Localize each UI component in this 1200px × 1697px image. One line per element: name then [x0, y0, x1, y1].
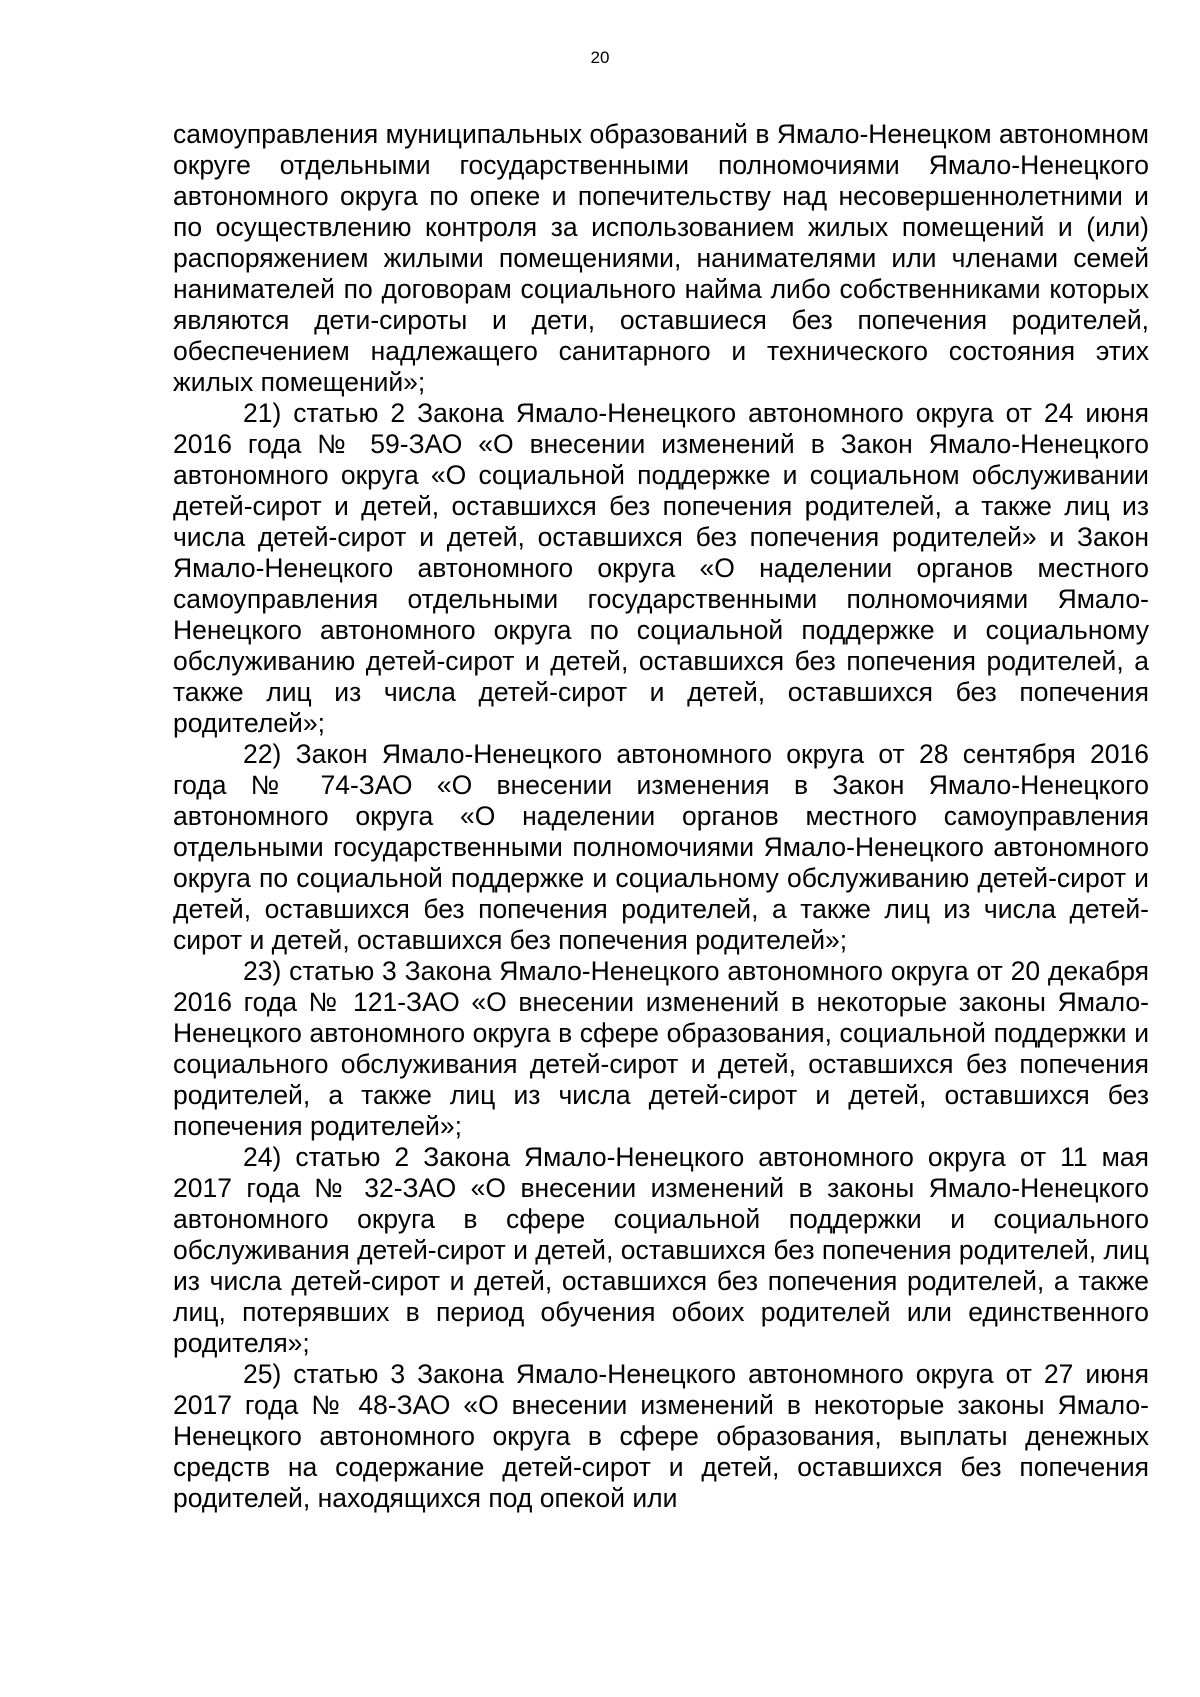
paragraph-item-25: 25) статью 3 Закона Ямало-Ненецкого автономного округа от 27 июня 2017 года № 48-ЗАО «О внесении изменений в некоторые законы Ямало-Ненецкого автономного округа в сфере образования, выплаты денежных средств на содержание детей-сирот и детей, оставшихся без попечения родителей, находящихся под опекой или — [173, 1359, 1149, 1513]
paragraph-continuation: самоуправления муниципальных образований в Ямало-Ненецком автономном округе отдельными государственными полномочиями Ямало-Ненецкого автономного округа по опеке и попечительству над несовершеннолетними и по осуществлению контроля за использованием жилых помещений и (или) распоряжением жилыми помещениями, нанимателями или членами семей нанимателей по договорам социального найма либо собственниками которых являются дети-сироты и дети, оставшиеся без попечения родителей, обеспечением надлежащего санитарного и технического состояния этих жилых помещений»; — [173, 119, 1149, 397]
document-body — [173, 119, 1149, 1514]
paragraph-item-23: 23) статью 3 Закона Ямало-Ненецкого автономного округа от 20 декабря 2016 года № 121-ЗАО «О внесении изменений в некоторые законы Ямало-Ненецкого автономного округа в сфере образования, социальной поддержки и социального обслуживания детей-сирот и детей, оставшихся без попечения родителей, а также лиц из числа детей-сирот и детей, оставшихся без попечения родителей»; — [173, 956, 1149, 1141]
page-number: 20 — [590, 48, 610, 67]
paragraph-item-21: 21) статью 2 Закона Ямало-Ненецкого автономного округа от 24 июня 2016 года № 59-ЗАО «О внесении изменений в Закон Ямало-Ненецкого автономного округа «О социальной поддержке и социальном обслуживании детей-сирот и детей, оставшихся без попечения родителей, а также лиц из числа детей-сирот и детей, оставшихся без попечения родителей» и Закон Ямало-Ненецкого автономного округа «О наделении органов местного самоуправления отдельными государственными полномочиями Ямало-Ненецкого автономного округа по социальной поддержке и социальному обслуживанию детей-сирот и детей, оставшихся без попечения родителей, а также лиц из числа детей-сирот и детей, оставшихся без попечения родителей»; — [173, 398, 1149, 738]
paragraph-item-24: 24) статью 2 Закона Ямало-Ненецкого автономного округа от 11 мая 2017 года № 32-ЗАО «О внесении изменений в законы Ямало-Ненецкого автономного округа в сфере социальной поддержки и социального обслуживания детей-сирот и детей, оставшихся без попечения родителей, лиц из числа детей-сирот и детей, оставшихся без попечения родителей, а также лиц, потерявших в период обучения обоих родителей или единственного родителя»; — [173, 1142, 1149, 1358]
paragraph-item-22: 22) Закон Ямало-Ненецкого автономного округа от 28 сентября 2016 года № 74-ЗАО «О внесении изменения в Закон Ямало-Ненецкого автономного округа «О наделении органов местного самоуправления отдельными государственными полномочиями Ямало-Ненецкого автономного округа по социальной поддержке и социальному обслуживанию детей-сирот и детей, оставшихся без попечения родителей, а также лиц из числа детей-сирот и детей, оставшихся без попечения родителей»; — [173, 739, 1149, 955]
